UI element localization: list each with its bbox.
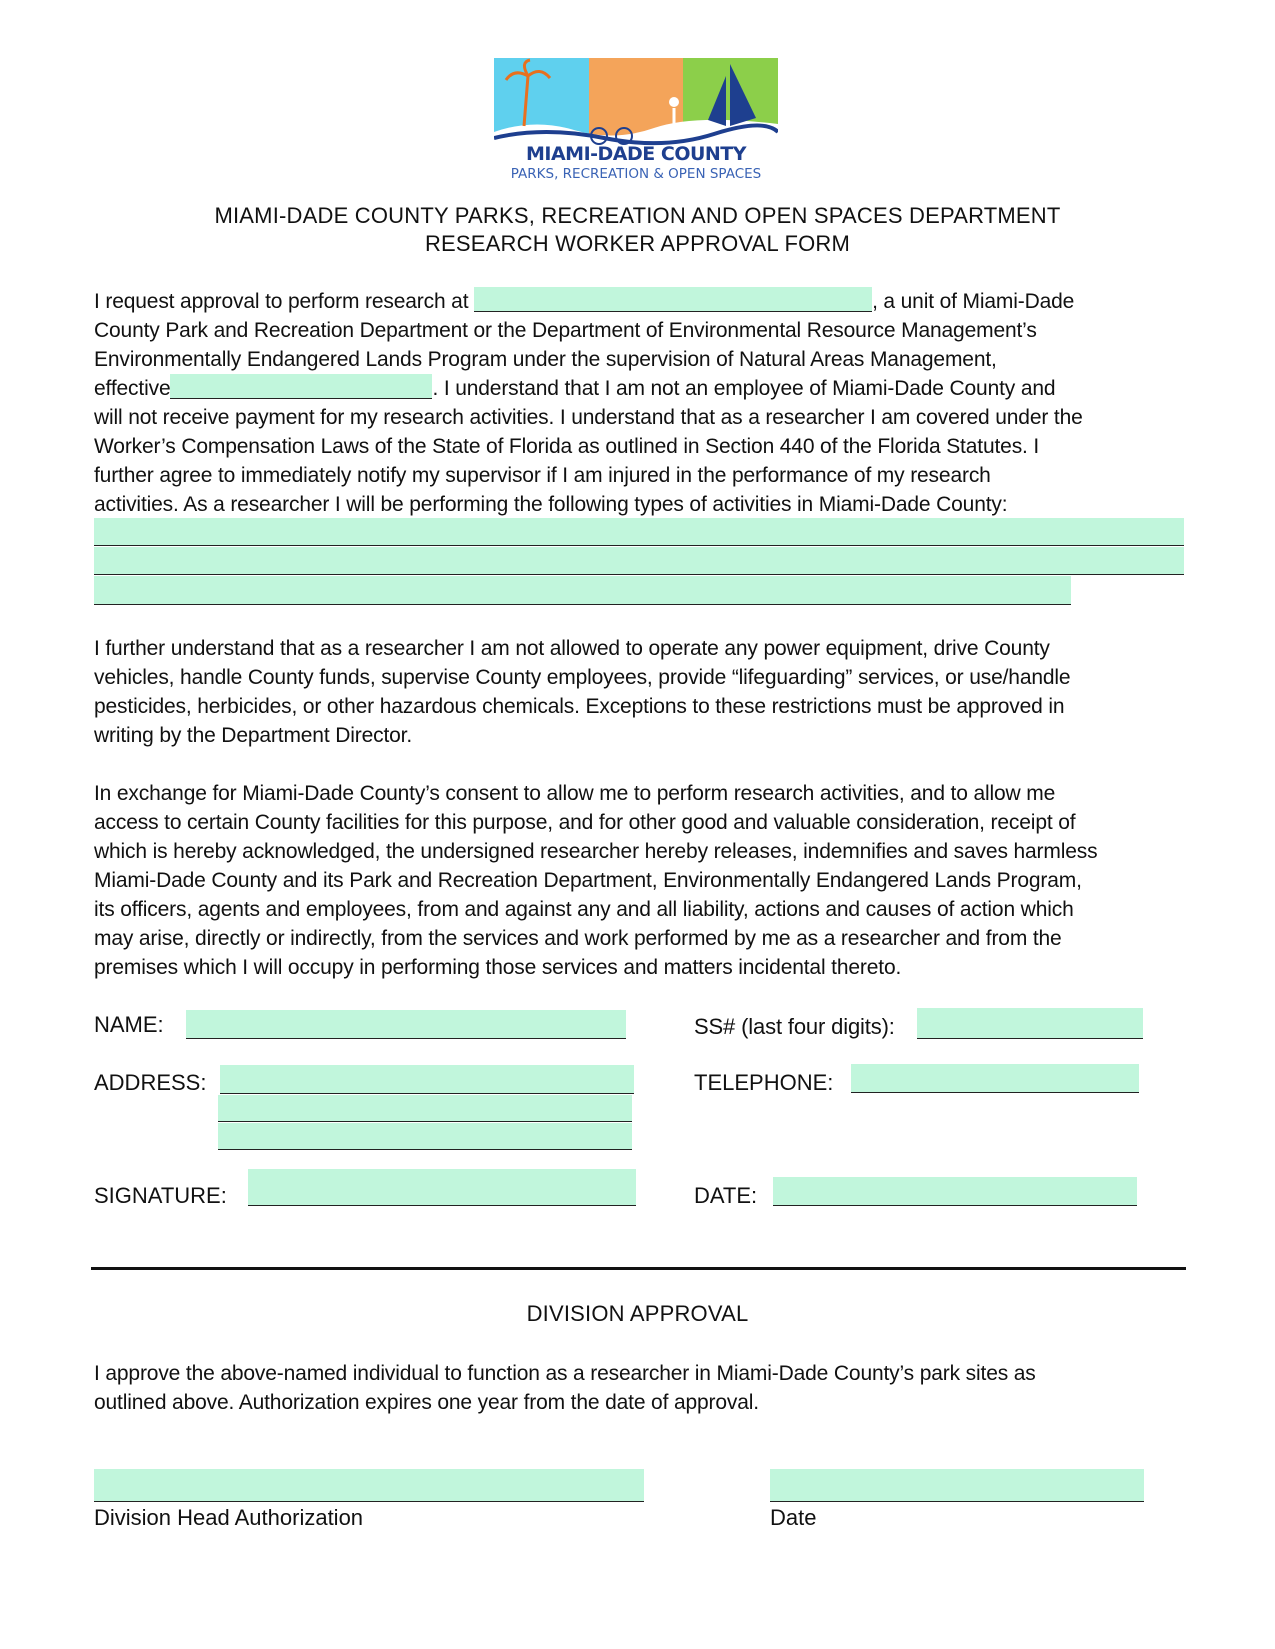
request-line-3: Environmentally Endangered Lands Program under the supervision of Natural Areas Management,	[94, 348, 997, 371]
division-head-authorization-label: Division Head Authorization	[94, 1505, 364, 1530]
release-line-7: premises which I will occupy in performing those services and matters incidental thereto.	[94, 956, 902, 979]
release-line-1: In exchange for Miami-Dade County’s consent to allow me to perform research activities, and to allow me	[94, 782, 1056, 805]
form-title: RESEARCH WORKER APPROVAL FORM	[424, 231, 851, 256]
request-line-4: effective . I understand that I am not an employee of Miami-Dade County and	[94, 374, 1055, 400]
division-approval-title: DIVISION APPROVAL	[526, 1301, 749, 1326]
restrictions-line-1: I further understand that as a researcher I am not allowed to operate any power equipment, drive County	[94, 637, 1050, 660]
restrictions-line-2: vehicles, handle County funds, supervise County employees, provide “lifeguarding” services, or use/handle	[94, 666, 1071, 689]
form-department-heading: MIAMI-DADE COUNTY PARKS, RECREATION AND OPEN SPACES DEPARTMENT	[214, 203, 1061, 228]
activities-field-line-1[interactable]	[94, 518, 1184, 546]
county-logo	[494, 58, 778, 184]
effective-date-field[interactable]	[170, 374, 432, 399]
telephone-field[interactable]	[851, 1064, 1139, 1093]
division-head-authorization-field[interactable]	[94, 1469, 644, 1502]
section-divider	[91, 1267, 1186, 1270]
address-field-line-1[interactable]	[220, 1065, 634, 1094]
logo-subtitle: PARKS, RECREATION & OPEN SPACES	[510, 166, 762, 182]
ss-field[interactable]	[917, 1008, 1143, 1039]
request-line-1: I request approval to perform research at , a unit of Miami-Dade	[94, 287, 1074, 313]
name-label: NAME:	[94, 1012, 164, 1037]
research-location-field[interactable]	[474, 287, 872, 312]
division-approval-date-label: Date	[770, 1505, 817, 1530]
request-line-8: activities. As a researcher I will be performing the following types of activities in Miami-Dade County:	[94, 493, 1008, 516]
signature-field[interactable]	[248, 1169, 636, 1206]
request-line-7: further agree to immediately notify my supervisor if I am injured in the performance of my research	[94, 464, 991, 487]
address-field-line-3[interactable]	[218, 1123, 632, 1150]
division-approval-date-field[interactable]	[770, 1469, 1144, 1502]
signature-label: SIGNATURE:	[94, 1183, 227, 1208]
address-field-line-2[interactable]	[218, 1095, 632, 1122]
division-line-1: I approve the above-named individual to function as a researcher in Miami-Dade County’s park sites as	[94, 1362, 1036, 1385]
activities-field-line-3[interactable]	[94, 576, 1071, 605]
request-line-2: County Park and Recreation Department or the Department of Environmental Resource Management’s	[94, 319, 1037, 342]
telephone-label: TELEPHONE:	[694, 1070, 834, 1095]
request-line-5: will not receive payment for my research activities. I understand that as a researcher I am covered under the	[94, 406, 1083, 429]
logo-title: MIAMI-DADE COUNTY	[525, 143, 747, 165]
release-line-2: access to certain County facilities for this purpose, and for other good and valuable consideration, receipt of	[94, 811, 1076, 834]
division-line-2: outlined above. Authorization expires one year from the date of approval.	[94, 1391, 759, 1414]
ss-label: SS# (last four digits):	[694, 1014, 895, 1039]
date-field[interactable]	[773, 1177, 1137, 1206]
address-label: ADDRESS:	[94, 1070, 207, 1095]
release-line-3: which is hereby acknowledged, the undersigned researcher hereby releases, indemnifies and saves harmless	[94, 840, 1098, 863]
release-line-6: may arise, directly or indirectly, from the services and work performed by me as a researcher and from the	[94, 927, 1062, 950]
logo-scene-icon	[494, 58, 778, 146]
release-line-5: its officers, agents and employees, from and against any and all liability, actions and causes of action which	[94, 898, 1074, 921]
name-field[interactable]	[186, 1010, 626, 1039]
activities-field-line-2[interactable]	[94, 547, 1184, 575]
request-line-6: Worker’s Compensation Laws of the State of Florida as outlined in Section 440 of the Florida Statutes. I	[94, 435, 1040, 458]
date-label: DATE:	[694, 1183, 758, 1208]
release-line-4: Miami-Dade County and its Park and Recreation Department, Environmentally Endangered Lands Program,	[94, 869, 1082, 892]
restrictions-line-3: pesticides, herbicides, or other hazardous chemicals. Exceptions to these restrictions must be approved in	[94, 695, 1065, 718]
restrictions-line-4: writing by the Department Director.	[94, 724, 413, 747]
